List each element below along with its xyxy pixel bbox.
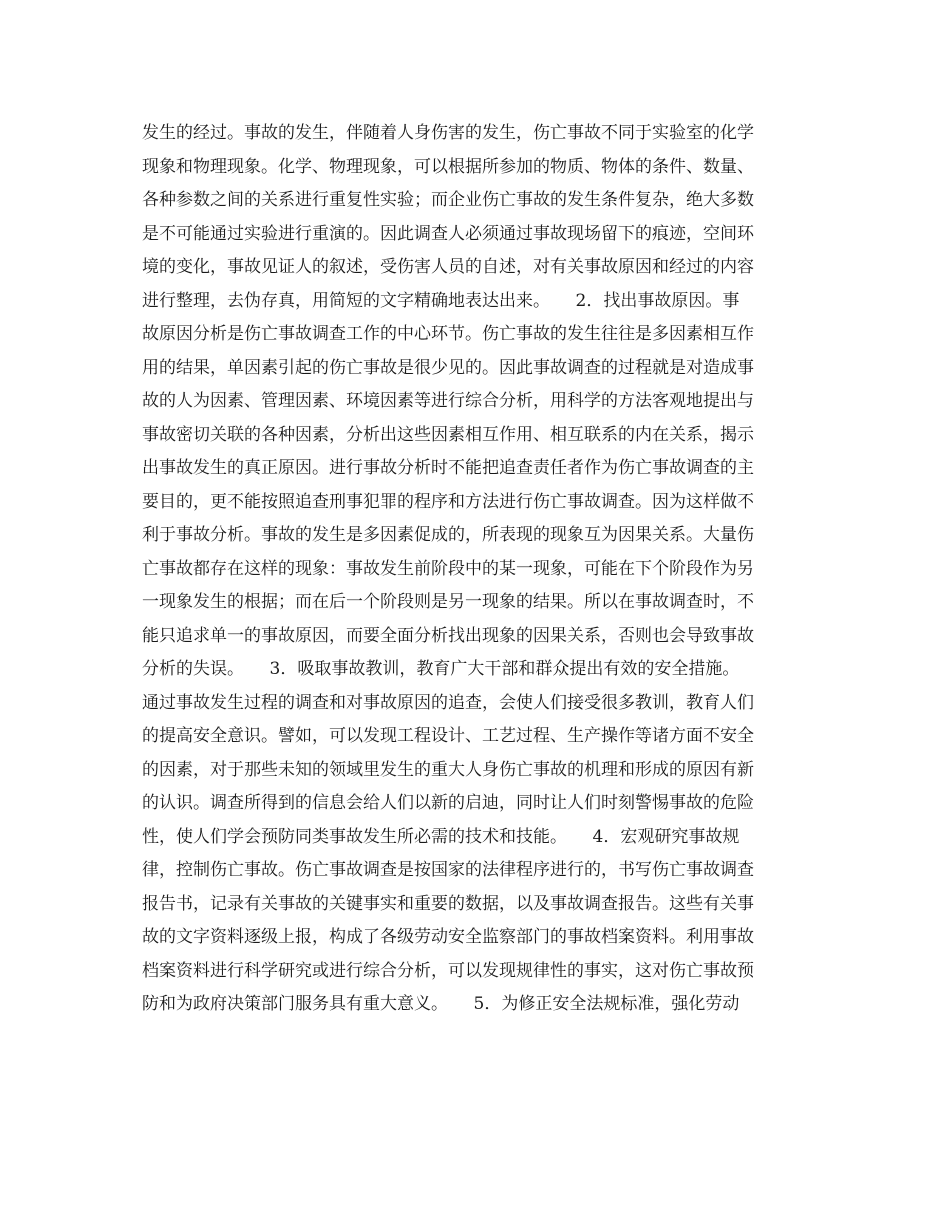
text-line: 发生的经过。事故的发生，伴随着人身伤害的发生，伤亡事故不同于实验室的化学 (142, 123, 754, 143)
text-line: 的认识。调查所得到的信息会给人们以新的启迪，同时让人们时刻警惕事故的危险 (142, 793, 754, 813)
text-line: 故的人为因素、管理因素、环境因素等进行综合分析，用科学的方法客观地提出与 (142, 391, 754, 411)
text-line: 防和为政府决策部门服务具有重大意义。 5．为修正安全法规标准，强化劳动 (142, 994, 740, 1014)
text-line: 用的结果，单因素引起的伤亡事故是很少见的。因此事故调查的过程就是对造成事 (142, 357, 754, 378)
text-line: 故的文字资料逐级上报，构成了各级劳动安全监察部门的事故档案资料。利用事故 (142, 927, 754, 947)
text-line: 能只追求单一的事故原因，而要全面分析找出现象的因果关系，否则也会导致事故 (142, 625, 754, 646)
text-line: 出事故发生的真正原因。进行事故分析时不能把追查责任者作为伤亡事故调查的主 (142, 458, 754, 478)
text-line: 进行整理，去伪存真，用简短的文字精确地表达出来。 2．找出事故原因。事 (142, 290, 740, 311)
text-line: 律，控制伤亡事故。伤亡事故调查是按国家的法律程序进行的，书写伤亡事故调查 (142, 860, 754, 880)
text-line: 各种参数之间的关系进行重复性实验；而企业伤亡事故的发生条件复杂，绝大多数 (142, 190, 754, 210)
text-line: 一现象发生的根据；而在后一个阶段则是另一现象的结果。所以在事故调查时，不 (142, 592, 754, 612)
text-line: 事故密切关联的各种因素，分析出这些因素相互作用、相互联系的内在关系，揭示 (142, 424, 754, 445)
text-line: 的因素，对于那些未知的领域里发生的重大人身伤亡事故的机理和形成的原因有新 (142, 759, 754, 780)
text-line: 是不可能通过实验进行重演的。因此调查人必须通过事故现场留下的痕迹，空间环 (142, 223, 754, 244)
text-line: 利于事故分析。事故的发生是多因素促成的，所表现的现象互为因果关系。大量伤 (142, 525, 754, 545)
text-line: 要目的，更不能按照追查刑事犯罪的程序和方法进行伤亡事故调查。因为这样做不 (142, 491, 754, 512)
text-line: 亡事故都存在这样的现象：事故发生前阶段中的某一现象，可能在下个阶段作为另 (142, 558, 754, 579)
text-line: 档案资料进行科学研究或进行综合分析，可以发现规律性的事实，这对伤亡事故预 (142, 960, 754, 981)
body-text (142, 117, 832, 1022)
text-line: 境的变化，事故见证人的叙述，受伤害人员的自述，对有关事故原因和经过的内容 (142, 257, 754, 277)
text-line: 通过事故发生过程的调查和对事故原因的追查，会使人们接受很多教训，教育人们 (142, 692, 754, 713)
text-line: 故原因分析是伤亡事故调查工作的中心环节。伤亡事故的发生往往是多因素相互作 (142, 324, 754, 344)
text-line: 现象和物理现象。化学、物理现象，可以根据所参加的物质、物体的条件、数量、 (142, 156, 754, 177)
text-line: 性，使人们学会预防同类事故发生所必需的技术和技能。 4．宏观研究事故规 (142, 826, 740, 847)
text-line: 分析的失误。 3．吸取事故教训，教育广大干部和群众提出有效的安全措施。 (142, 659, 740, 679)
text-line: 的提高安全意识。譬如，可以发现工程设计、工艺过程、生产操作等诸方面不安全 (142, 726, 754, 746)
text-line: 报告书，记录有关事故的关键事实和重要的数据，以及事故调查报告。这些有关事 (142, 893, 754, 914)
